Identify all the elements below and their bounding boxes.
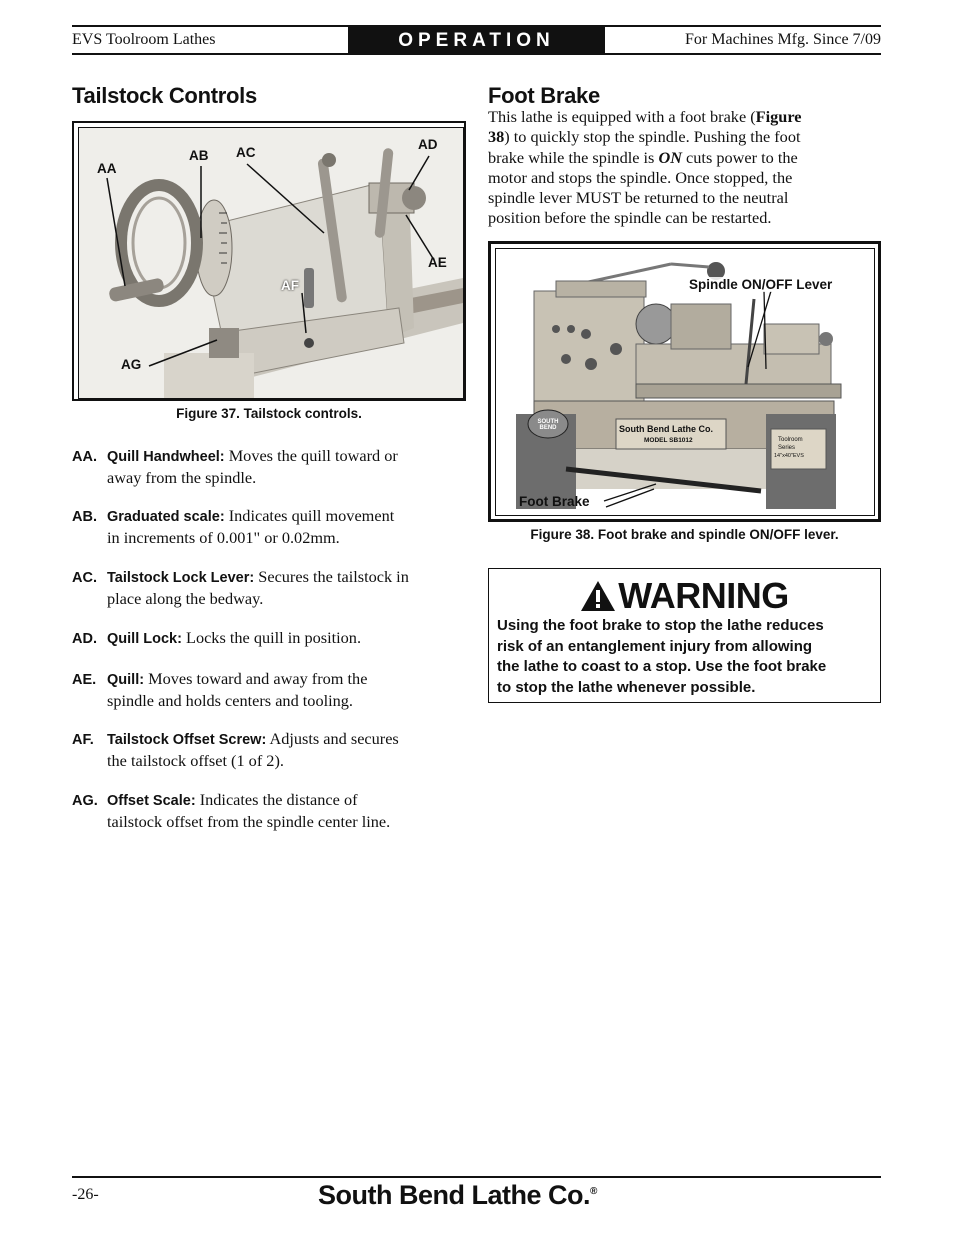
item-code: AA. [72, 449, 97, 465]
para-text: cuts power to the [681, 147, 798, 167]
warning-title-row [489, 575, 880, 617]
para-text: This lathe is equipped with a foot brake ( [488, 107, 756, 126]
footer-rule [72, 1176, 881, 1178]
figure-37-photo [78, 127, 464, 399]
warning-text [497, 616, 877, 698]
item-desc-line1: Secures the tailstock in [258, 567, 409, 586]
item-desc-line2: place along the bedway. [107, 588, 264, 608]
item-term: Quill: [107, 672, 145, 688]
warning-title: WARNING [618, 575, 789, 616]
item-code: AG. [72, 793, 98, 809]
item-desc-line2: away from the spindle. [107, 467, 257, 487]
callout-ae: AE [428, 255, 447, 270]
item-term: Tailstock Lock Lever: [107, 570, 255, 586]
badge-south-bend: SOUTH BEND [537, 419, 559, 431]
item-code: AB. [72, 509, 97, 525]
warning-line: to stop the lathe whenever possible. [497, 678, 756, 696]
callout-aa: AA [97, 161, 117, 176]
section-heading-foot-brake: Foot Brake [488, 83, 600, 108]
figure-37-caption: Figure 37. Tailstock controls. [176, 406, 362, 421]
callout-ag: AG [121, 357, 142, 372]
figure-38-caption: Figure 38. Foot brake and spindle ON/OFF lever. [530, 527, 839, 542]
figure-37-frame [72, 121, 466, 401]
foot-brake-paragraph [488, 107, 881, 229]
label-foot-brake: Foot Brake [519, 494, 590, 509]
header-machine-date: For Machines Mfg. Since 7/09 [685, 31, 881, 48]
callout-ab: AB [189, 148, 209, 163]
header-manual-title: EVS Toolroom Lathes [72, 31, 216, 48]
figure-ref: Figure [755, 107, 802, 126]
item-code: AC. [72, 570, 97, 586]
list-item-ad [72, 628, 464, 650]
emphasis-on: ON [658, 147, 682, 167]
plate-series-3: 14"x40"EVS [774, 453, 804, 459]
list-item-aa [72, 446, 464, 488]
item-desc-line1: Adjusts and secures [269, 729, 399, 748]
para-text: spindle lever MUST be returned to the neutral [488, 188, 789, 208]
warning-line: the lathe to coast to a stop. Use the foot brake [497, 658, 827, 675]
section-heading-tailstock: Tailstock Controls [72, 83, 257, 108]
header-section-tab: OPERATION [348, 27, 605, 54]
list-item-af [72, 729, 464, 771]
item-desc-line2: in increments of 0.001" or 0.02mm. [107, 527, 340, 547]
registered-mark: ® [589, 1186, 597, 1197]
plate-series-2: Series [778, 445, 796, 451]
item-desc-line1: Indicates quill movement [228, 506, 395, 525]
list-item-ac [72, 567, 464, 609]
item-desc-line2: the tailstock offset (1 of 2). [107, 750, 284, 770]
list-item-ae [72, 669, 464, 711]
item-desc-line2: tailstock offset from the spindle center line. [107, 811, 391, 831]
page-number: -26- [72, 1186, 99, 1203]
item-desc-line1: Moves the quill toward or [228, 446, 398, 465]
item-term: Offset Scale: [107, 793, 196, 809]
figure-38-frame [488, 241, 881, 522]
warning-box [488, 568, 881, 703]
callout-af: AF [281, 278, 299, 293]
callout-ad: AD [418, 137, 438, 152]
para-text: ) to quickly stop the spindle. Pushing the foot [504, 127, 801, 147]
item-term: Quill Lock: [107, 631, 182, 647]
item-code: AD. [72, 631, 97, 647]
figure-ref: 38 [488, 127, 505, 147]
item-term: Tailstock Offset Screw: [107, 732, 267, 748]
label-spindle-lever: Spindle ON/OFF Lever [689, 277, 833, 292]
footer-logo-text: South Bend Lathe Co. [318, 1180, 590, 1210]
plate-model: MODEL SB1012 [644, 437, 693, 444]
para-text: brake while the spindle is [488, 147, 659, 167]
list-item-ab [72, 506, 464, 548]
figure-38-photo [495, 248, 875, 516]
warning-line: Using the foot brake to stop the lathe reduces [497, 617, 824, 634]
item-term: Graduated scale: [107, 509, 225, 525]
para-text: position before the spindle can be restarted. [488, 208, 772, 228]
footer-company-logo [318, 1180, 597, 1211]
warning-line: risk of an entanglement injury from allowing [497, 637, 813, 655]
item-desc-line1: Locks the quill in position. [186, 628, 362, 647]
plate-series-1: Toolroom [778, 437, 803, 443]
list-item-ag [72, 790, 464, 832]
item-term: Quill Handwheel: [107, 449, 225, 465]
para-text: motor and stops the spindle. Once stopped, the [488, 167, 793, 187]
item-code: AE. [72, 672, 97, 688]
item-desc-line1: Indicates the distance of [199, 790, 358, 809]
header-bottom-rule [72, 53, 881, 55]
plate-company-name: South Bend Lathe Co. [619, 424, 713, 434]
callout-ac: AC [236, 145, 256, 160]
item-code: AF. [72, 732, 94, 748]
item-desc-line1: Moves toward and away from the [148, 669, 368, 688]
warning-triangle-icon [580, 580, 616, 612]
item-desc-line2: spindle and holds centers and tooling. [107, 690, 353, 710]
